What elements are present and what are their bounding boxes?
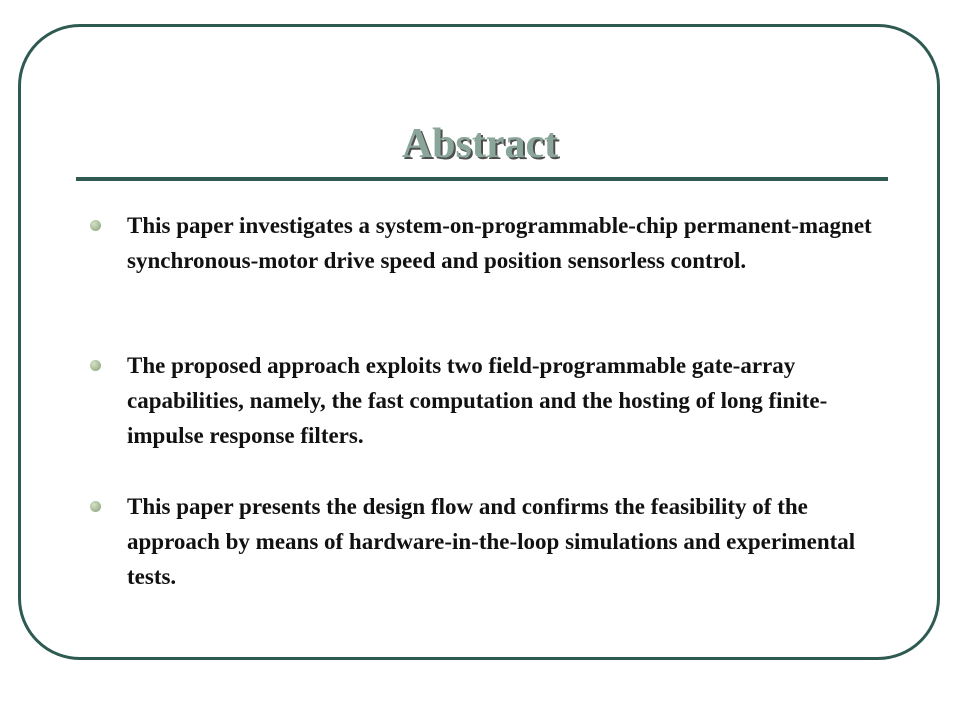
bullet-dot-icon (90, 220, 101, 231)
title-divider (76, 177, 888, 181)
slide-title: Abstract (401, 121, 559, 167)
bullet-dot-icon (90, 360, 101, 371)
bullet-text: The proposed approach exploits two field-programmable gate-array capabilities, namely, the fast computation and the hosting of long finite-impulse response filters. (127, 353, 828, 448)
bullet-text: This paper investigates a system-on-programmable-chip permanent-magnet synchronous-motor drive speed and position sensorless control. (127, 213, 872, 273)
bullet-text: This paper presents the design flow and confirms the feasibility of the approach by means of hardware-in-the-loop simulations and experimental tests. (127, 494, 856, 589)
bullet-dot-icon (90, 501, 101, 512)
